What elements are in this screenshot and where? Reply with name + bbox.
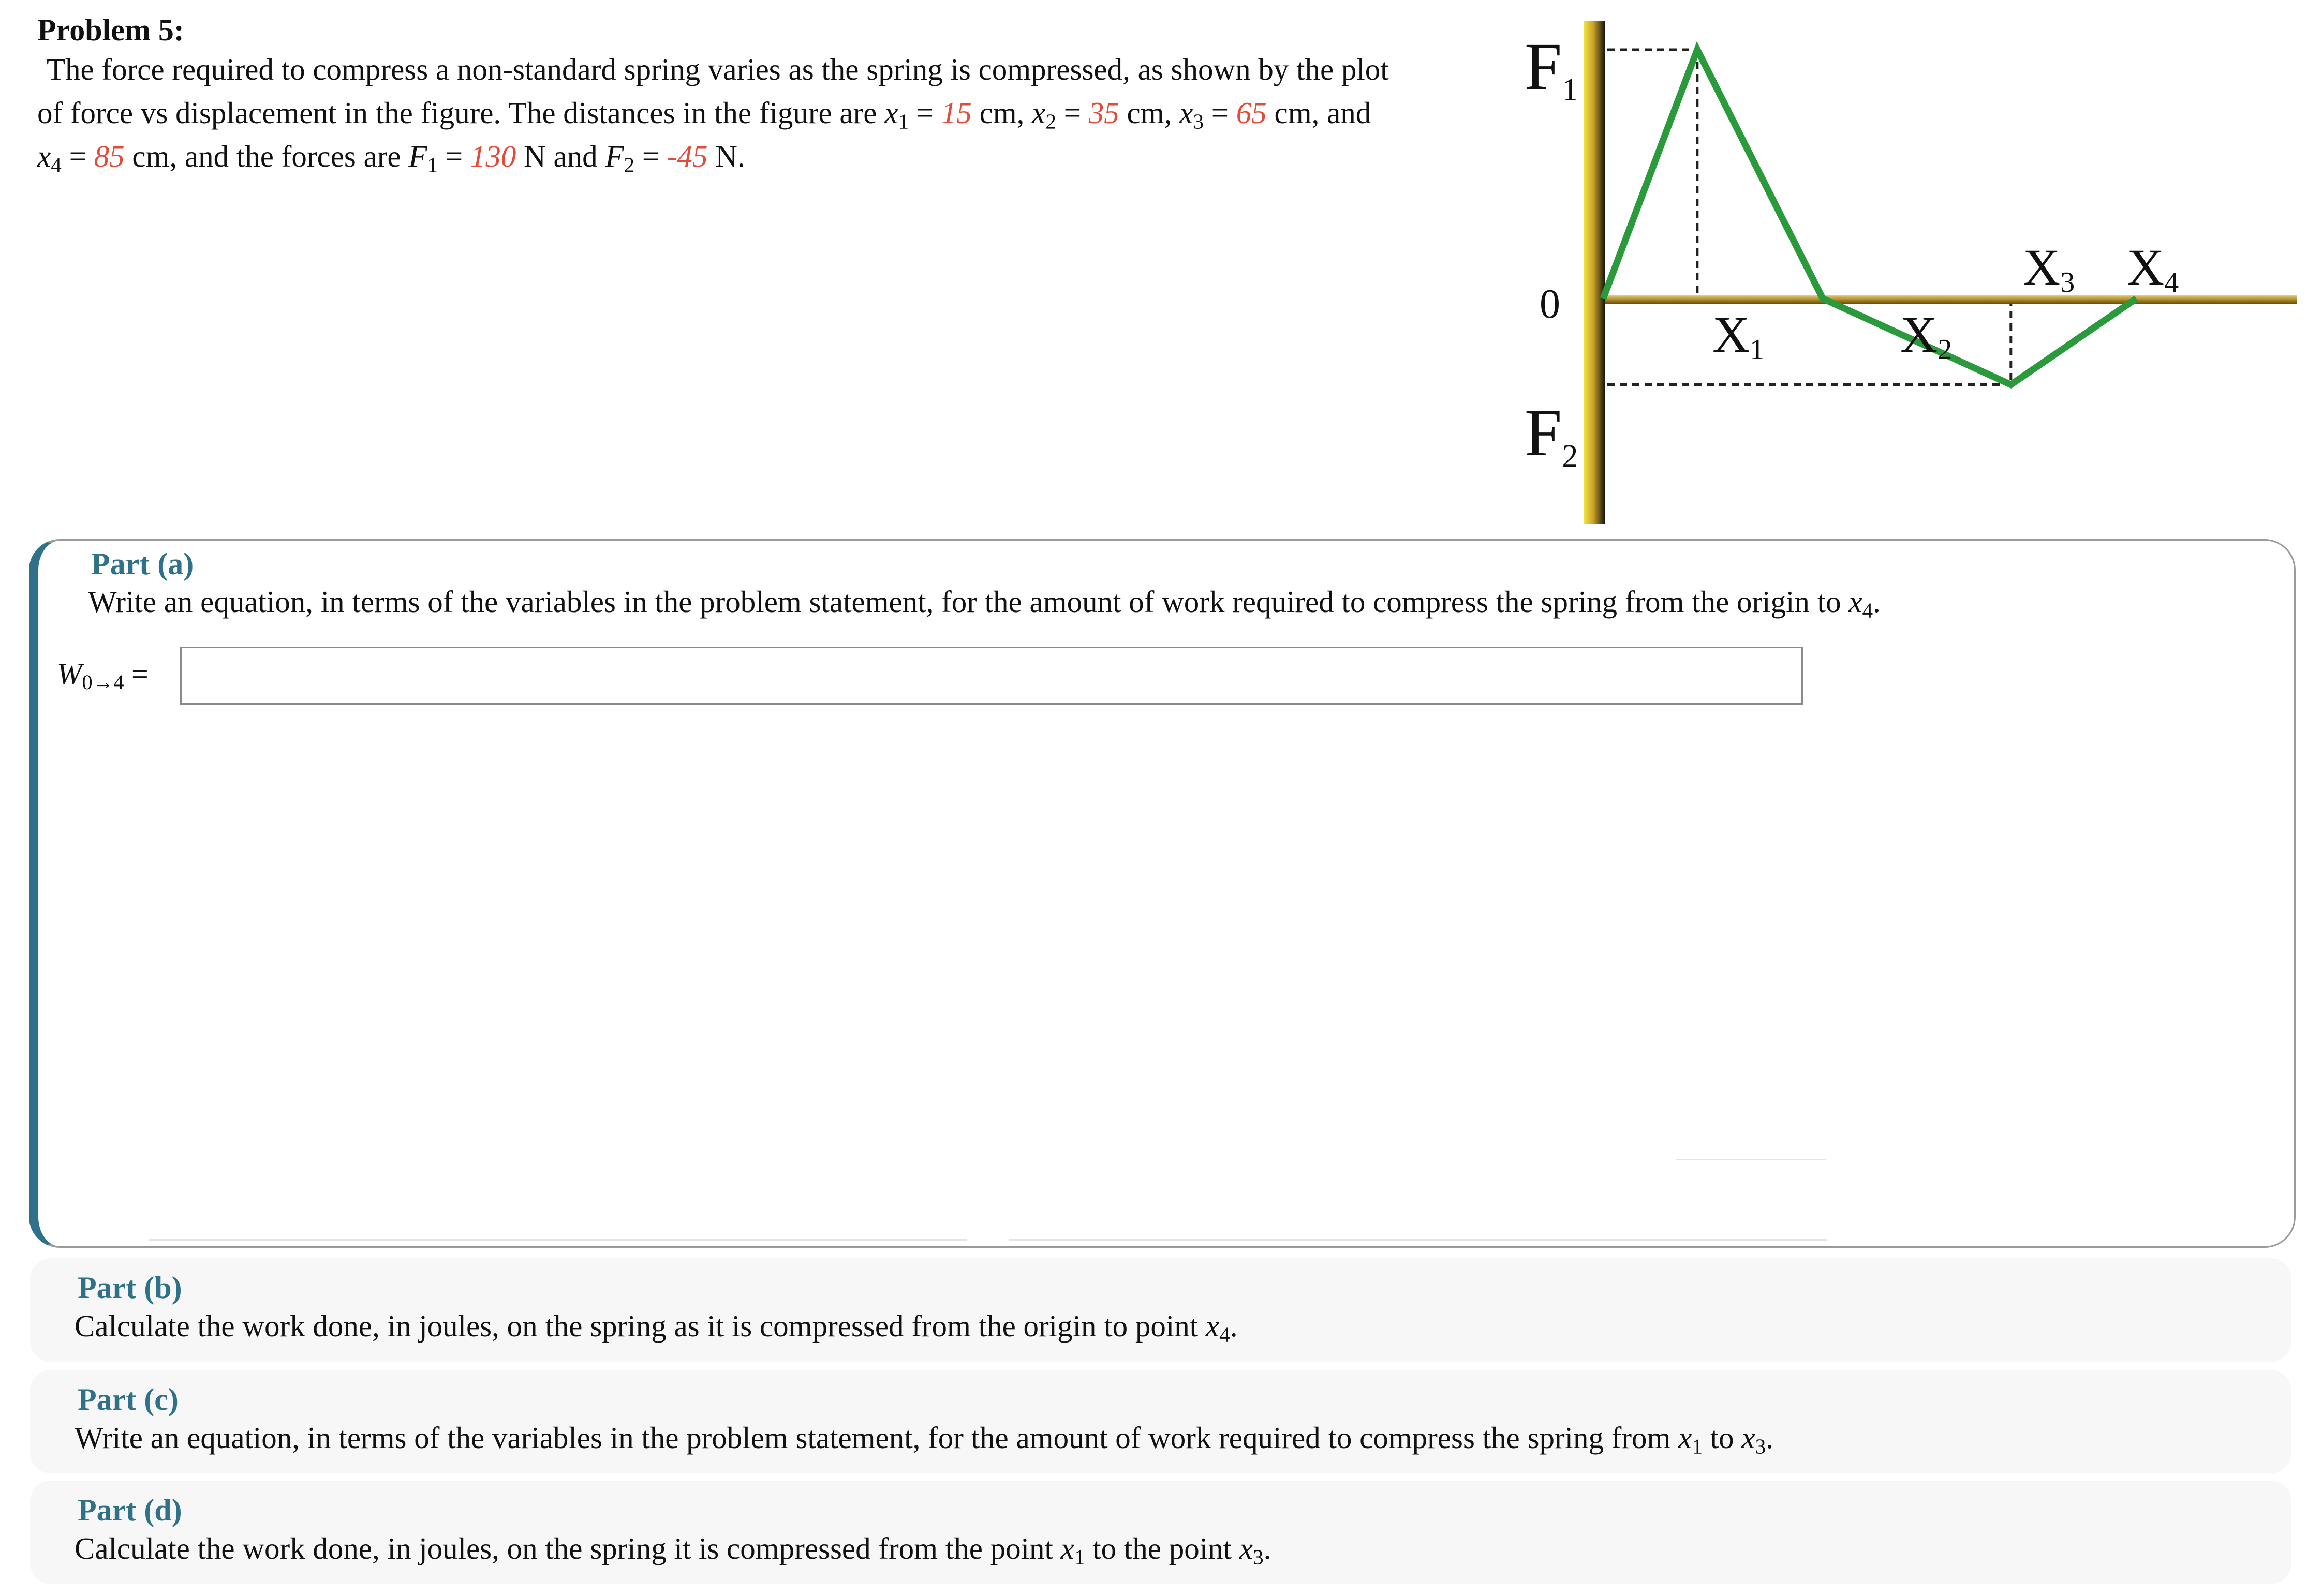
unit-text: N and — [516, 139, 605, 173]
x4-value: 85 — [94, 139, 125, 173]
unit-text: N. — [707, 139, 745, 173]
part-d-question — [75, 1530, 1271, 1567]
divider — [1009, 1239, 1827, 1241]
x4-var: x — [37, 139, 51, 173]
statement-text: cm, and the forces are — [124, 139, 409, 173]
problem-statement — [37, 48, 1528, 178]
punctuation: . — [1766, 1421, 1774, 1455]
part-c-panel[interactable] — [30, 1370, 2291, 1473]
x4-var: x — [1848, 585, 1862, 619]
equals: = — [1203, 96, 1236, 130]
x-axis — [1594, 295, 2297, 304]
x3-sub: 3 — [1193, 109, 1204, 133]
x2-value: 35 — [1088, 96, 1119, 130]
x1-sub: 1 — [898, 109, 909, 133]
part-b-question — [75, 1308, 1238, 1347]
equals: = — [909, 96, 941, 130]
part-d-panel[interactable] — [30, 1481, 2291, 1584]
problem-title: Problem 5: — [37, 13, 184, 47]
x3-var: x — [1741, 1421, 1755, 1455]
part-d-text: Calculate the work done, in joules, on the spring it is compressed from the point — [75, 1531, 1061, 1565]
x3-var: x — [1179, 96, 1193, 130]
x3-sub: 3 — [1252, 1545, 1264, 1569]
unit-text: cm, — [971, 96, 1032, 130]
part-b-text: Calculate the work done, in joules, on the spring as it is compressed from the origin to point — [75, 1309, 1206, 1343]
part-c-text: Write an equation, in terms of the variables in the problem statement, for the amount of work required to compress the spring from — [75, 1421, 1679, 1455]
x1-var: x — [884, 96, 898, 130]
work-var: W — [57, 657, 82, 691]
f1-label: F1 — [1525, 29, 1578, 108]
statement-line-1: The force required to compress a non-standard spring varies as the spring is compressed, as shown by the plot — [47, 52, 1389, 86]
part-c-question — [75, 1420, 1773, 1456]
punctuation: . — [1263, 1531, 1271, 1565]
f2-var: F — [605, 139, 624, 173]
x1-var: x — [1678, 1421, 1692, 1455]
x2-label: X2 — [1900, 306, 1953, 366]
equals: = — [61, 139, 94, 173]
x1-value: 15 — [941, 96, 972, 130]
equals: = — [1056, 96, 1089, 130]
part-d-title: Part (d) — [78, 1493, 182, 1527]
y-axis-wall — [1584, 21, 1605, 524]
work-equation-input[interactable] — [180, 647, 1803, 705]
f2-label: F2 — [1525, 396, 1578, 474]
equals: = — [634, 139, 667, 173]
x3-value: 65 — [1236, 96, 1267, 130]
divider — [1676, 1159, 1826, 1160]
work-sub: 0→4 — [82, 670, 124, 694]
part-c-mid: to — [1703, 1421, 1742, 1455]
force-curve — [1603, 50, 2136, 385]
equals: = — [438, 139, 470, 173]
part-a-question — [88, 584, 1881, 620]
f2-sub: 2 — [624, 153, 635, 177]
punctuation: . — [1873, 585, 1881, 619]
x4-sub: 4 — [1219, 1322, 1230, 1347]
x2-sub: 2 — [1045, 109, 1057, 133]
work-equation-label — [57, 656, 149, 692]
x1-var: x — [1060, 1531, 1074, 1565]
x1-sub: 1 — [1692, 1434, 1703, 1458]
f1-value: 130 — [470, 139, 516, 173]
zero-label: 0 — [1540, 281, 1560, 327]
part-a-title: Part (a) — [91, 547, 194, 581]
part-a-panel — [29, 539, 2296, 1248]
x4-sub: 4 — [1862, 598, 1873, 622]
punctuation: . — [1230, 1309, 1238, 1343]
x4-label: X4 — [2127, 238, 2179, 299]
part-a-text: Write an equation, in terms of the variables in the problem statement, for the amount of work required to compress the spring from the origin to — [88, 585, 1849, 619]
equals: = — [124, 657, 149, 691]
f1-sub: 1 — [427, 153, 438, 177]
x1-sub: 1 — [1074, 1545, 1085, 1569]
unit-text: cm, — [1119, 96, 1180, 130]
f2-value: -45 — [667, 139, 708, 173]
divider — [149, 1239, 967, 1241]
part-d-mid: to the point — [1085, 1531, 1239, 1565]
part-b-title: Part (b) — [78, 1271, 182, 1305]
part-c-title: Part (c) — [78, 1382, 179, 1416]
x4-sub: 4 — [51, 153, 62, 177]
f1-var: F — [408, 139, 427, 173]
part-b-panel[interactable] — [30, 1258, 2291, 1362]
force-displacement-figure — [1521, 21, 2298, 528]
x3-label: X3 — [2023, 238, 2075, 299]
statement-text: of force vs displacement in the figure. The distances in the figure are — [37, 96, 885, 130]
x2-var: x — [1032, 96, 1046, 130]
x1-label: X1 — [1712, 306, 1765, 366]
x3-sub: 3 — [1755, 1434, 1766, 1458]
x4-var: x — [1205, 1309, 1220, 1343]
x3-var: x — [1239, 1531, 1253, 1565]
unit-text: cm, and — [1266, 96, 1371, 130]
